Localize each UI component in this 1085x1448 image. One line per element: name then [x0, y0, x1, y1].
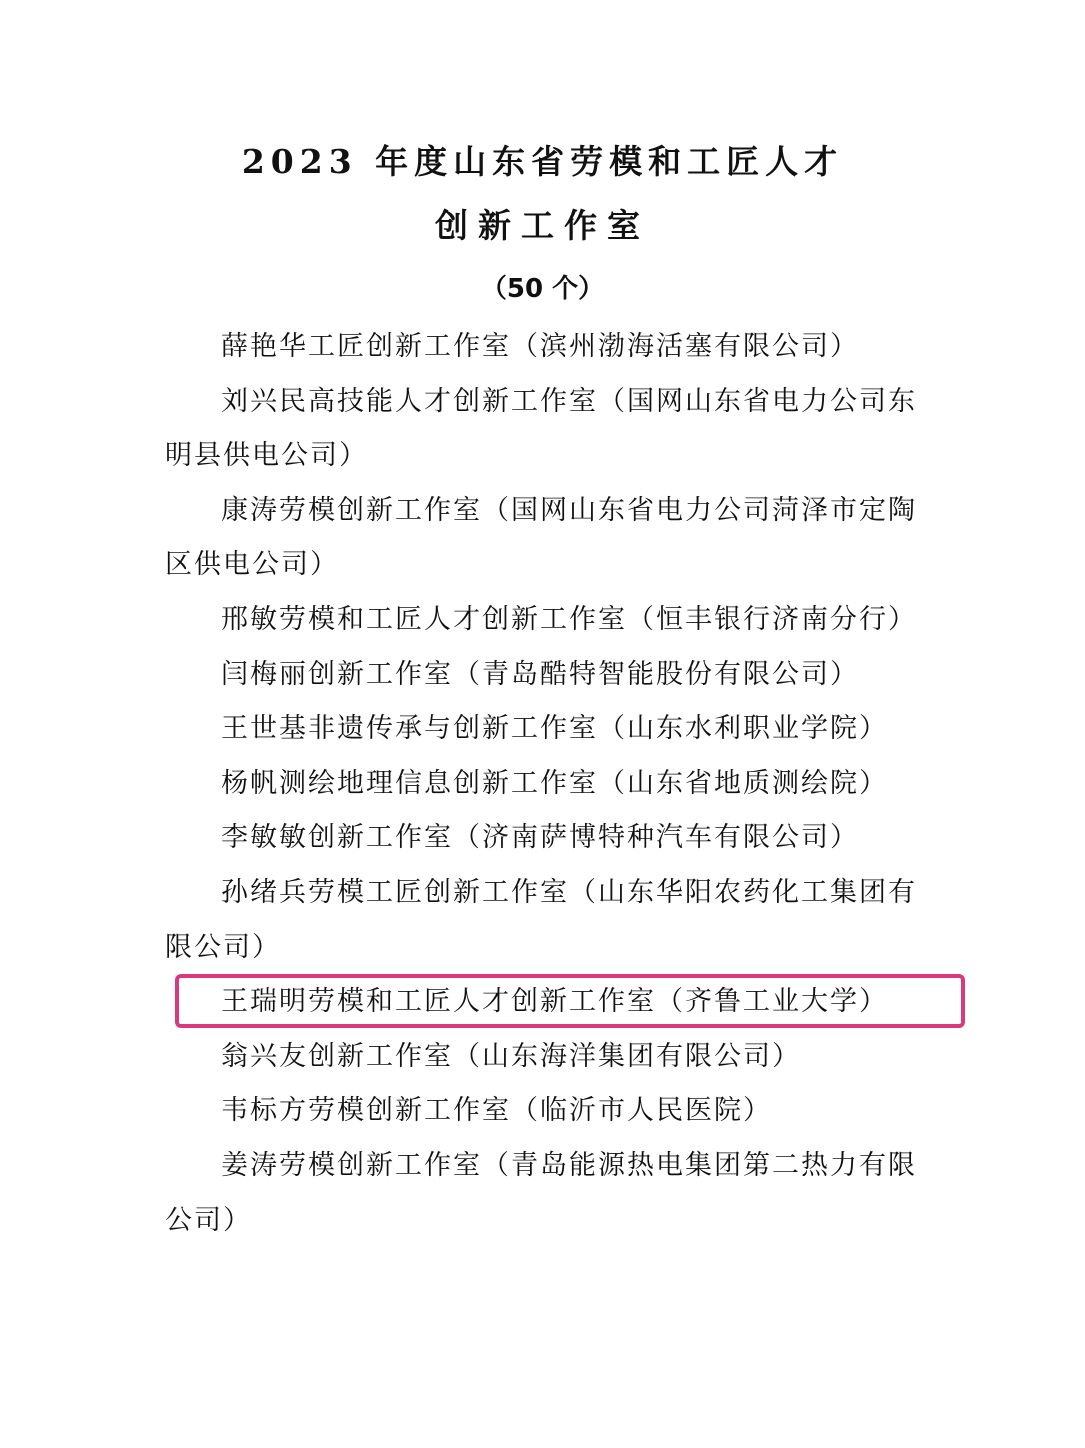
- list-item: 薛艳华工匠创新工作室（滨州渤海活塞有限公司）: [221, 331, 859, 362]
- list-item: 闫梅丽创新工作室（青岛酷特智能股份有限公司）: [221, 658, 859, 690]
- document-title-line-1: 2023 年度山东省劳模和工匠人才: [241, 142, 844, 181]
- highlighted-list-item: 王瑞明劳模和工匠人才创新工作室（齐鲁工业大学）: [221, 986, 888, 1018]
- list-item: 翁兴友创新工作室（山东海洋集团有限公司）: [221, 1040, 801, 1072]
- list-item: 孙绪兵劳模工匠创新工作室（山东华阳农药化工集团有限公司）: [165, 876, 917, 963]
- document-title-line-2: 创新工作室: [435, 206, 650, 245]
- list-item: 韦标方劳模创新工作室（临沂市人民医院）: [221, 1095, 772, 1127]
- entry-count: （50 个）: [480, 274, 605, 304]
- studio-list: [165, 320, 925, 1248]
- list-item: 康涛劳模创新工作室（国网山东省电力公司菏泽市定陶区供电公司）: [165, 494, 917, 581]
- list-item: 王世基非遗传承与创新工作室（山东水利职业学院）: [221, 713, 888, 745]
- list-item: 刘兴民高技能人才创新工作室（国网山东省电力公司东明县供电公司）: [165, 385, 917, 472]
- list-item: 姜涛劳模创新工作室（青岛能源热电集团第二热力有限公司）: [165, 1149, 917, 1236]
- list-item: 邢敏劳模和工匠人才创新工作室（恒丰银行济南分行）: [221, 603, 917, 635]
- list-item: 李敏敏创新工作室（济南萨博特种汽车有限公司）: [221, 822, 859, 854]
- list-item: 杨帆测绘地理信息创新工作室（山东省地质测绘院）: [221, 767, 888, 799]
